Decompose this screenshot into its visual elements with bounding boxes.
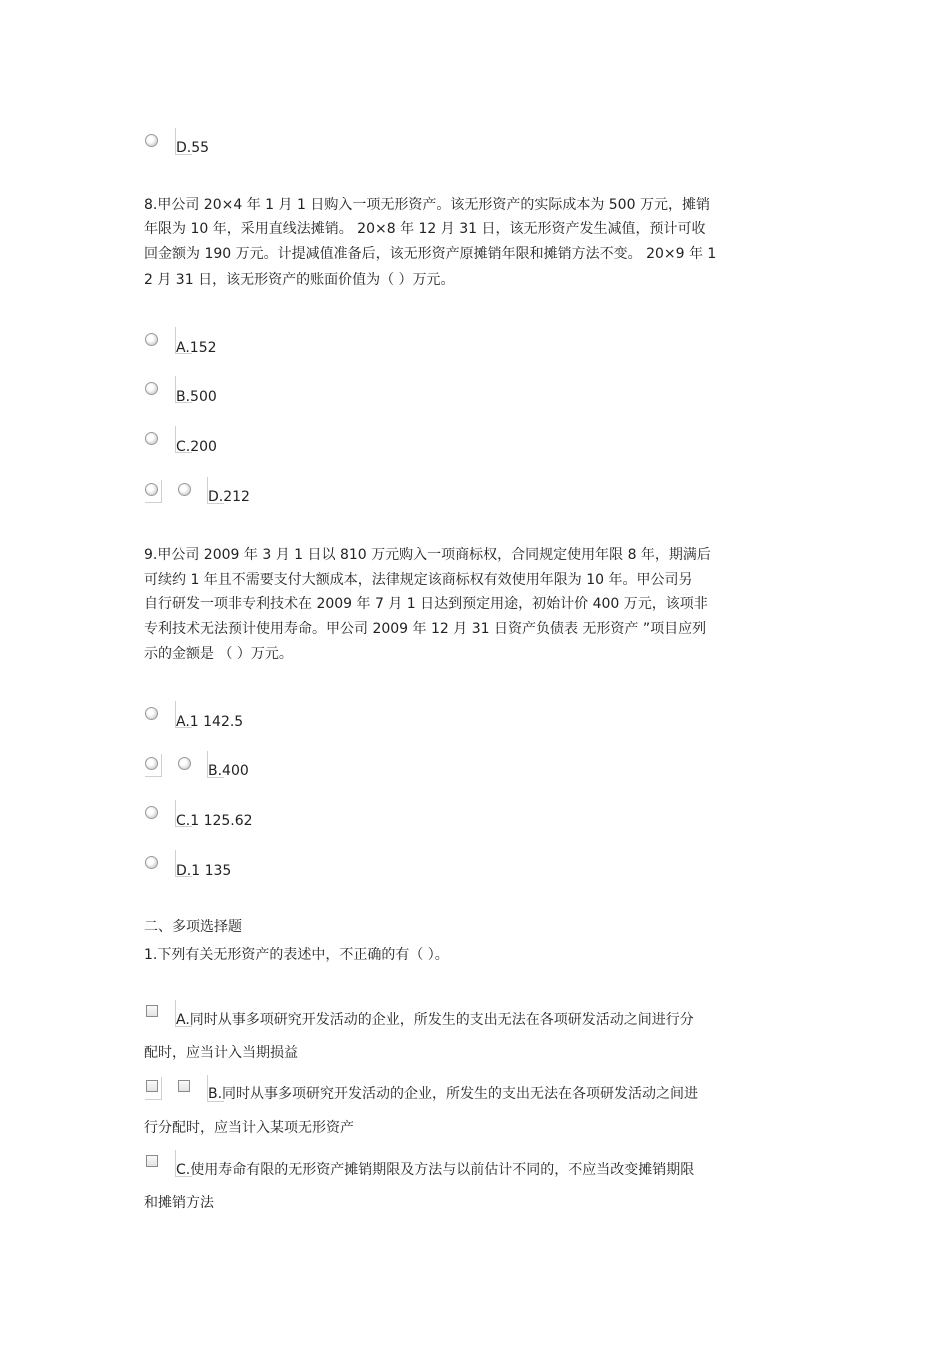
- mq1-option-b-line-1: B.同时从事多项研究开发活动的企业，所发生的支出无法在各项研发活动之间进: [208, 1086, 699, 1102]
- mq1-option-a-line-2: 配时，应当计入当期损益: [144, 1045, 298, 1061]
- option-frame: [145, 1077, 162, 1100]
- q8-option-a-label: A.152: [176, 340, 217, 356]
- q8-option-c-radio[interactable]: [145, 432, 158, 445]
- q8-option-d-label: D.212: [208, 489, 250, 505]
- mq1-option-b-line-2: 行分配时，应当计入某项无形资产: [144, 1120, 354, 1136]
- q9-option-c-radio[interactable]: [145, 806, 158, 819]
- q8-option-b-radio[interactable]: [145, 382, 158, 395]
- q9-option-d-label: D.1 135: [176, 863, 232, 879]
- q8-option-d-radio[interactable]: [178, 483, 191, 496]
- q9-option-a-radio[interactable]: [145, 707, 158, 720]
- q9-line-5: 示的金额是 （ ）万元。: [144, 646, 293, 662]
- mq1-option-a-line-1: A.同时从事多项研究开发活动的企业，所发生的支出无法在各项研发活动之间进行分: [176, 1012, 694, 1028]
- mq1-option-c-checkbox[interactable]: [146, 1155, 158, 1167]
- q8-option-a-radio[interactable]: [145, 333, 158, 346]
- q8-line-2: 年限为 10 年，采用直线法摊销。 20×8 年 12 月 31 日，该无形资产发生减值，预计可收: [144, 221, 706, 237]
- q9-option-a-label: A.1 142.5: [176, 714, 244, 730]
- mq1-option-c-line-1: C.使用寿命有限的无形资产摊销期限及方法与以前估计不同的，不应当改变摊销期限: [176, 1162, 695, 1178]
- option-frame: [145, 480, 162, 503]
- q8-line-1: 8.甲公司 20×4 年 1 月 1 日购入一项无形资产。该无形资产的实际成本为 500 万元，摊销: [144, 197, 710, 213]
- section-heading: 二、多项选择题: [144, 919, 242, 935]
- mq1-title: 1.下列有关无形资产的表述中，不正确的有（ ）。: [144, 947, 449, 963]
- q9-line-3: 自行研发一项非专利技术在 2009 年 7 月 1 日达到预定用途，初始计价 400 万元，该项非: [144, 596, 708, 612]
- q8-option-b-label: B.500: [176, 389, 217, 405]
- mq1-option-b-checkbox[interactable]: [178, 1080, 190, 1092]
- q7-option-d-label: D.55: [176, 140, 210, 156]
- mq1-option-c-line-2: 和摊销方法: [144, 1195, 214, 1211]
- q8-line-3: 回金额为 190 万元。计提减值准备后，该无形资产原摊销年限和摊销方法不变。 20×9 年 1: [144, 246, 717, 262]
- q9-option-b-label: B.400: [208, 763, 249, 779]
- q9-option-c-label: C.1 125.62: [176, 813, 253, 829]
- q9-line-1: 9.甲公司 2009 年 3 月 1 日以 810 万元购入一项商标权，合同规定使用年限 8 年，期满后: [144, 547, 711, 563]
- q9-option-d-radio[interactable]: [145, 856, 158, 869]
- q7-option-d-radio[interactable]: [145, 134, 158, 147]
- q9-option-b-radio[interactable]: [178, 757, 191, 770]
- q9-line-2: 可续约 1 年且不需要支付大额成本，法律规定该商标权有效使用年限为 10 年。甲公司另: [144, 572, 693, 588]
- mq1-option-a-checkbox[interactable]: [146, 1005, 158, 1017]
- option-frame: [145, 754, 162, 777]
- q8-line-4: 2 月 31 日，该无形资产的账面价值为（ ）万元。: [144, 272, 455, 288]
- q8-option-c-label: C.200: [176, 439, 217, 455]
- q9-line-4: 专利技术无法预计使用寿命。甲公司 2009 年 12 月 31 日资产负债表 无形资产 ”项目应列: [144, 621, 707, 637]
